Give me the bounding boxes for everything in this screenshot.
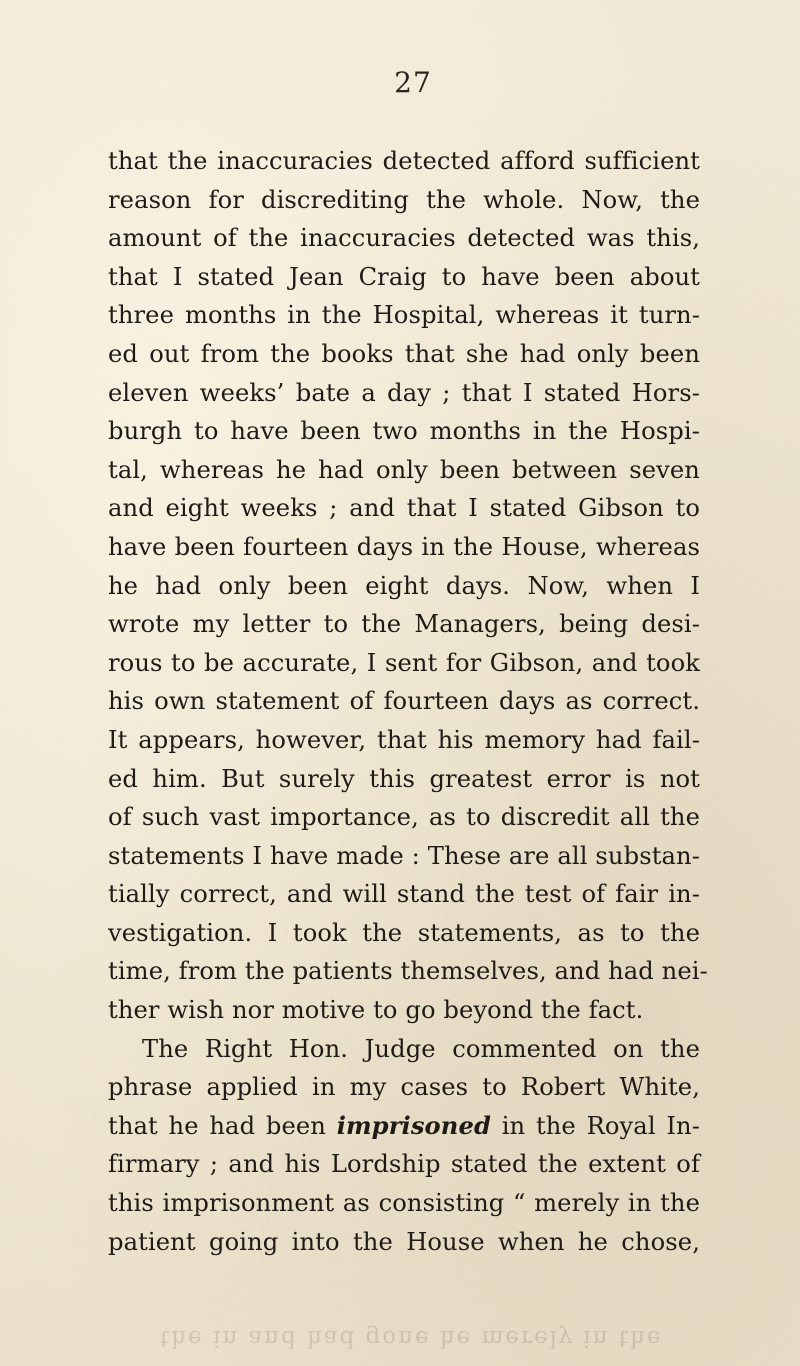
text-segment: that he had been <box>108 1111 326 1140</box>
text-line: eleven weeks’ bate a day ; that I stated Hors- <box>108 378 700 407</box>
text-line: ed him. But surely this greatest error is not <box>108 764 700 793</box>
text-line: reason for discrediting the whole. Now, the <box>108 185 700 214</box>
text-line: he had only been eight days. Now, when I <box>108 571 700 600</box>
emphasized-word: imprisoned <box>336 1110 491 1140</box>
text-line-with-emphasis <box>108 1107 700 1146</box>
text-line: tially correct, and will stand the test of fair in- <box>108 880 700 909</box>
text-line: of such vast importance, as to discredit all the <box>108 803 700 832</box>
body-text <box>108 142 708 1261</box>
text-line: vestigation. I took the statements, as to the <box>108 918 700 947</box>
page-number: 27 <box>394 66 432 99</box>
text-line: this imprisonment as consisting “ merely in the <box>108 1189 700 1218</box>
text-line: and eight weeks ; and that I stated Gibson to <box>108 494 700 523</box>
text-line: ther wish nor motive to go beyond the fact. <box>108 996 644 1025</box>
paragraph-start-line: The Right Hon. Judge commented on the <box>142 1034 700 1063</box>
text-line: It appears, however, that his memory had fail- <box>108 725 700 754</box>
text-line: tal, whereas he had only been between seven <box>108 455 700 484</box>
text-line: phrase applied in my cases to Robert White, <box>108 1073 700 1102</box>
text-line: that I stated Jean Craig to have been about <box>108 262 700 291</box>
text-line: three months in the Hospital, whereas it turn- <box>108 301 700 330</box>
text-line: have been fourteen days in the House, whereas <box>108 532 700 561</box>
text-line: his own statement of fourteen days as correct. <box>108 687 700 716</box>
text-line: time, from the patients themselves, and had nei- <box>108 957 708 986</box>
text-line: firmary ; and his Lordship stated the extent of <box>108 1150 700 1179</box>
text-line: rous to be accurate, I sent for Gibson, and took <box>108 648 700 677</box>
text-line: that the inaccuracies detected afford sufficient <box>108 147 700 175</box>
text-line: amount of the inaccuracies detected was this, <box>108 224 700 253</box>
text-line: patient going into the House when he chose, <box>108 1227 700 1256</box>
text-line: statements I have made : These are all substan- <box>108 841 700 870</box>
text-segment: in the Royal In- <box>501 1111 700 1140</box>
text-line: wrote my letter to the Managers, being desi- <box>108 610 700 639</box>
bleed-through-text: the in and had gone he merely in the <box>160 1325 663 1351</box>
text-line: ed out from the books that she had only been <box>108 339 700 368</box>
text-line: burgh to have been two months in the Hospi- <box>108 417 700 446</box>
